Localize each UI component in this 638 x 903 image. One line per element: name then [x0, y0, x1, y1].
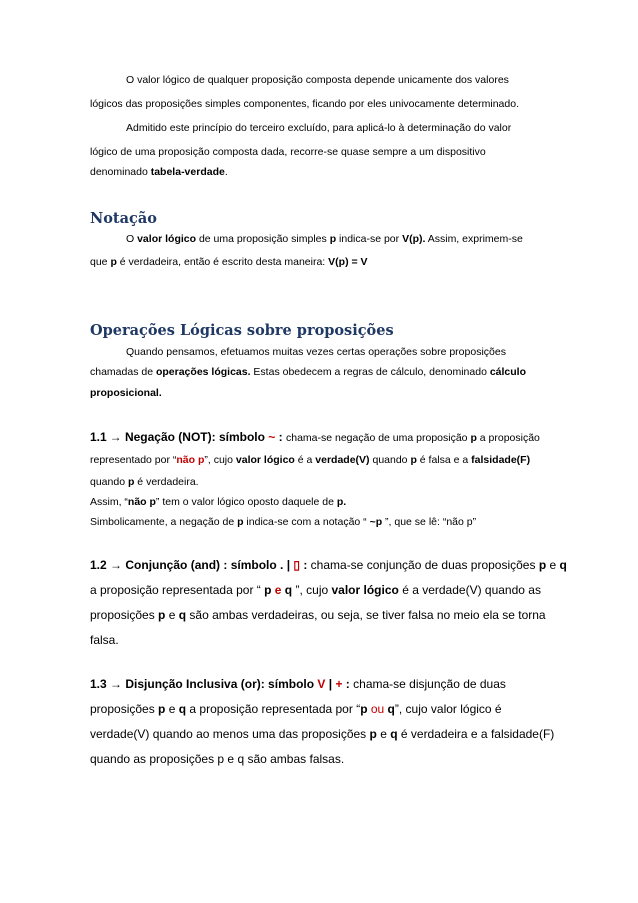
term-tabela-verdade: tabela-verdade — [150, 166, 225, 178]
paragraph-line: proposições p e q são ambas verdadeiras, ou seja, se tiver falsa no meio ela se torna — [90, 608, 546, 622]
arrow-right-icon: → — [109, 430, 122, 444]
paragraph-line: denominado tabela-verdade. — [90, 166, 228, 178]
paragraph-line: quando as proposições p e q são ambas falsas. — [90, 752, 345, 766]
heading-operacoes-logicas: Operações Lógicas sobre proposições — [90, 322, 394, 339]
section-1-1-title: 1.1 → Negação (NOT): símbolo ~ : chama-se negação de uma proposição p a proposição — [90, 430, 540, 444]
paragraph-line: Quando pensamos, efetuamos muitas vezes certas operações sobre proposições — [126, 346, 506, 358]
paragraph-line: a proposição representada por “ p e q ”, cujo valor lógico é a verdade(V) quando as — [90, 583, 541, 597]
paragraph-line: quando p é verdadeira. — [90, 476, 199, 488]
paragraph-line: proposições p e q a proposição representada por “p ou q”, cujo valor lógico é — [90, 702, 502, 716]
paragraph-line: O valor lógico de qualquer proposição composta depende unicamente dos valores — [126, 74, 509, 86]
paragraph-line: Simbolicamente, a negação de p indica-se com a notação “ ~p ”, que se lê: “não p” — [90, 516, 477, 528]
paragraph-line: Assim, “não p” tem o valor lógico oposto daquele de p. — [90, 496, 347, 508]
paragraph-line: lógicos das proposições simples componentes, ficando por eles univocamente determinado. — [90, 98, 519, 110]
paragraph-line: O valor lógico de uma proposição simples p indica-se por V(p). Assim, exprimem-se — [126, 233, 523, 245]
section-1-2-title: 1.2 → Conjunção (and) : símbolo . | ▯ : chama-se conjunção de duas proposições p e q — [90, 558, 567, 572]
paragraph-line: verdade(V) quando ao menos uma das proposições p e q é verdadeira e a falsidade(F) — [90, 727, 555, 741]
missing-glyph-icon: ▯ — [293, 558, 300, 572]
paragraph-line: falsa. — [90, 633, 119, 647]
paragraph-line: chamadas de operações lógicas. Estas obedecem a regras de cálculo, denominado cálculo — [90, 366, 527, 378]
paragraph-line: proposicional. — [90, 387, 162, 399]
paragraph-line: Admitido este princípio do terceiro excluído, para aplicá-lo à determinação do valor — [126, 122, 512, 134]
heading-notacao: Notação — [90, 210, 157, 227]
arrow-right-icon: → — [110, 558, 123, 572]
paragraph-line: lógico de uma proposição composta dada, recorre-se quase sempre a um dispositivo — [90, 146, 486, 158]
arrow-right-icon: → — [110, 677, 123, 691]
paragraph-line: que p é verdadeira, então é escrito desta maneira: V(p) = V — [90, 256, 368, 268]
section-1-3-title: 1.3 → Disjunção Inclusiva (or): símbolo V | + : chama-se disjunção de duas — [90, 677, 506, 691]
paragraph-line: representado por “não p”, cujo valor lógico é a verdade(V) quando p é falsa e a falsidade(F) — [90, 454, 531, 466]
